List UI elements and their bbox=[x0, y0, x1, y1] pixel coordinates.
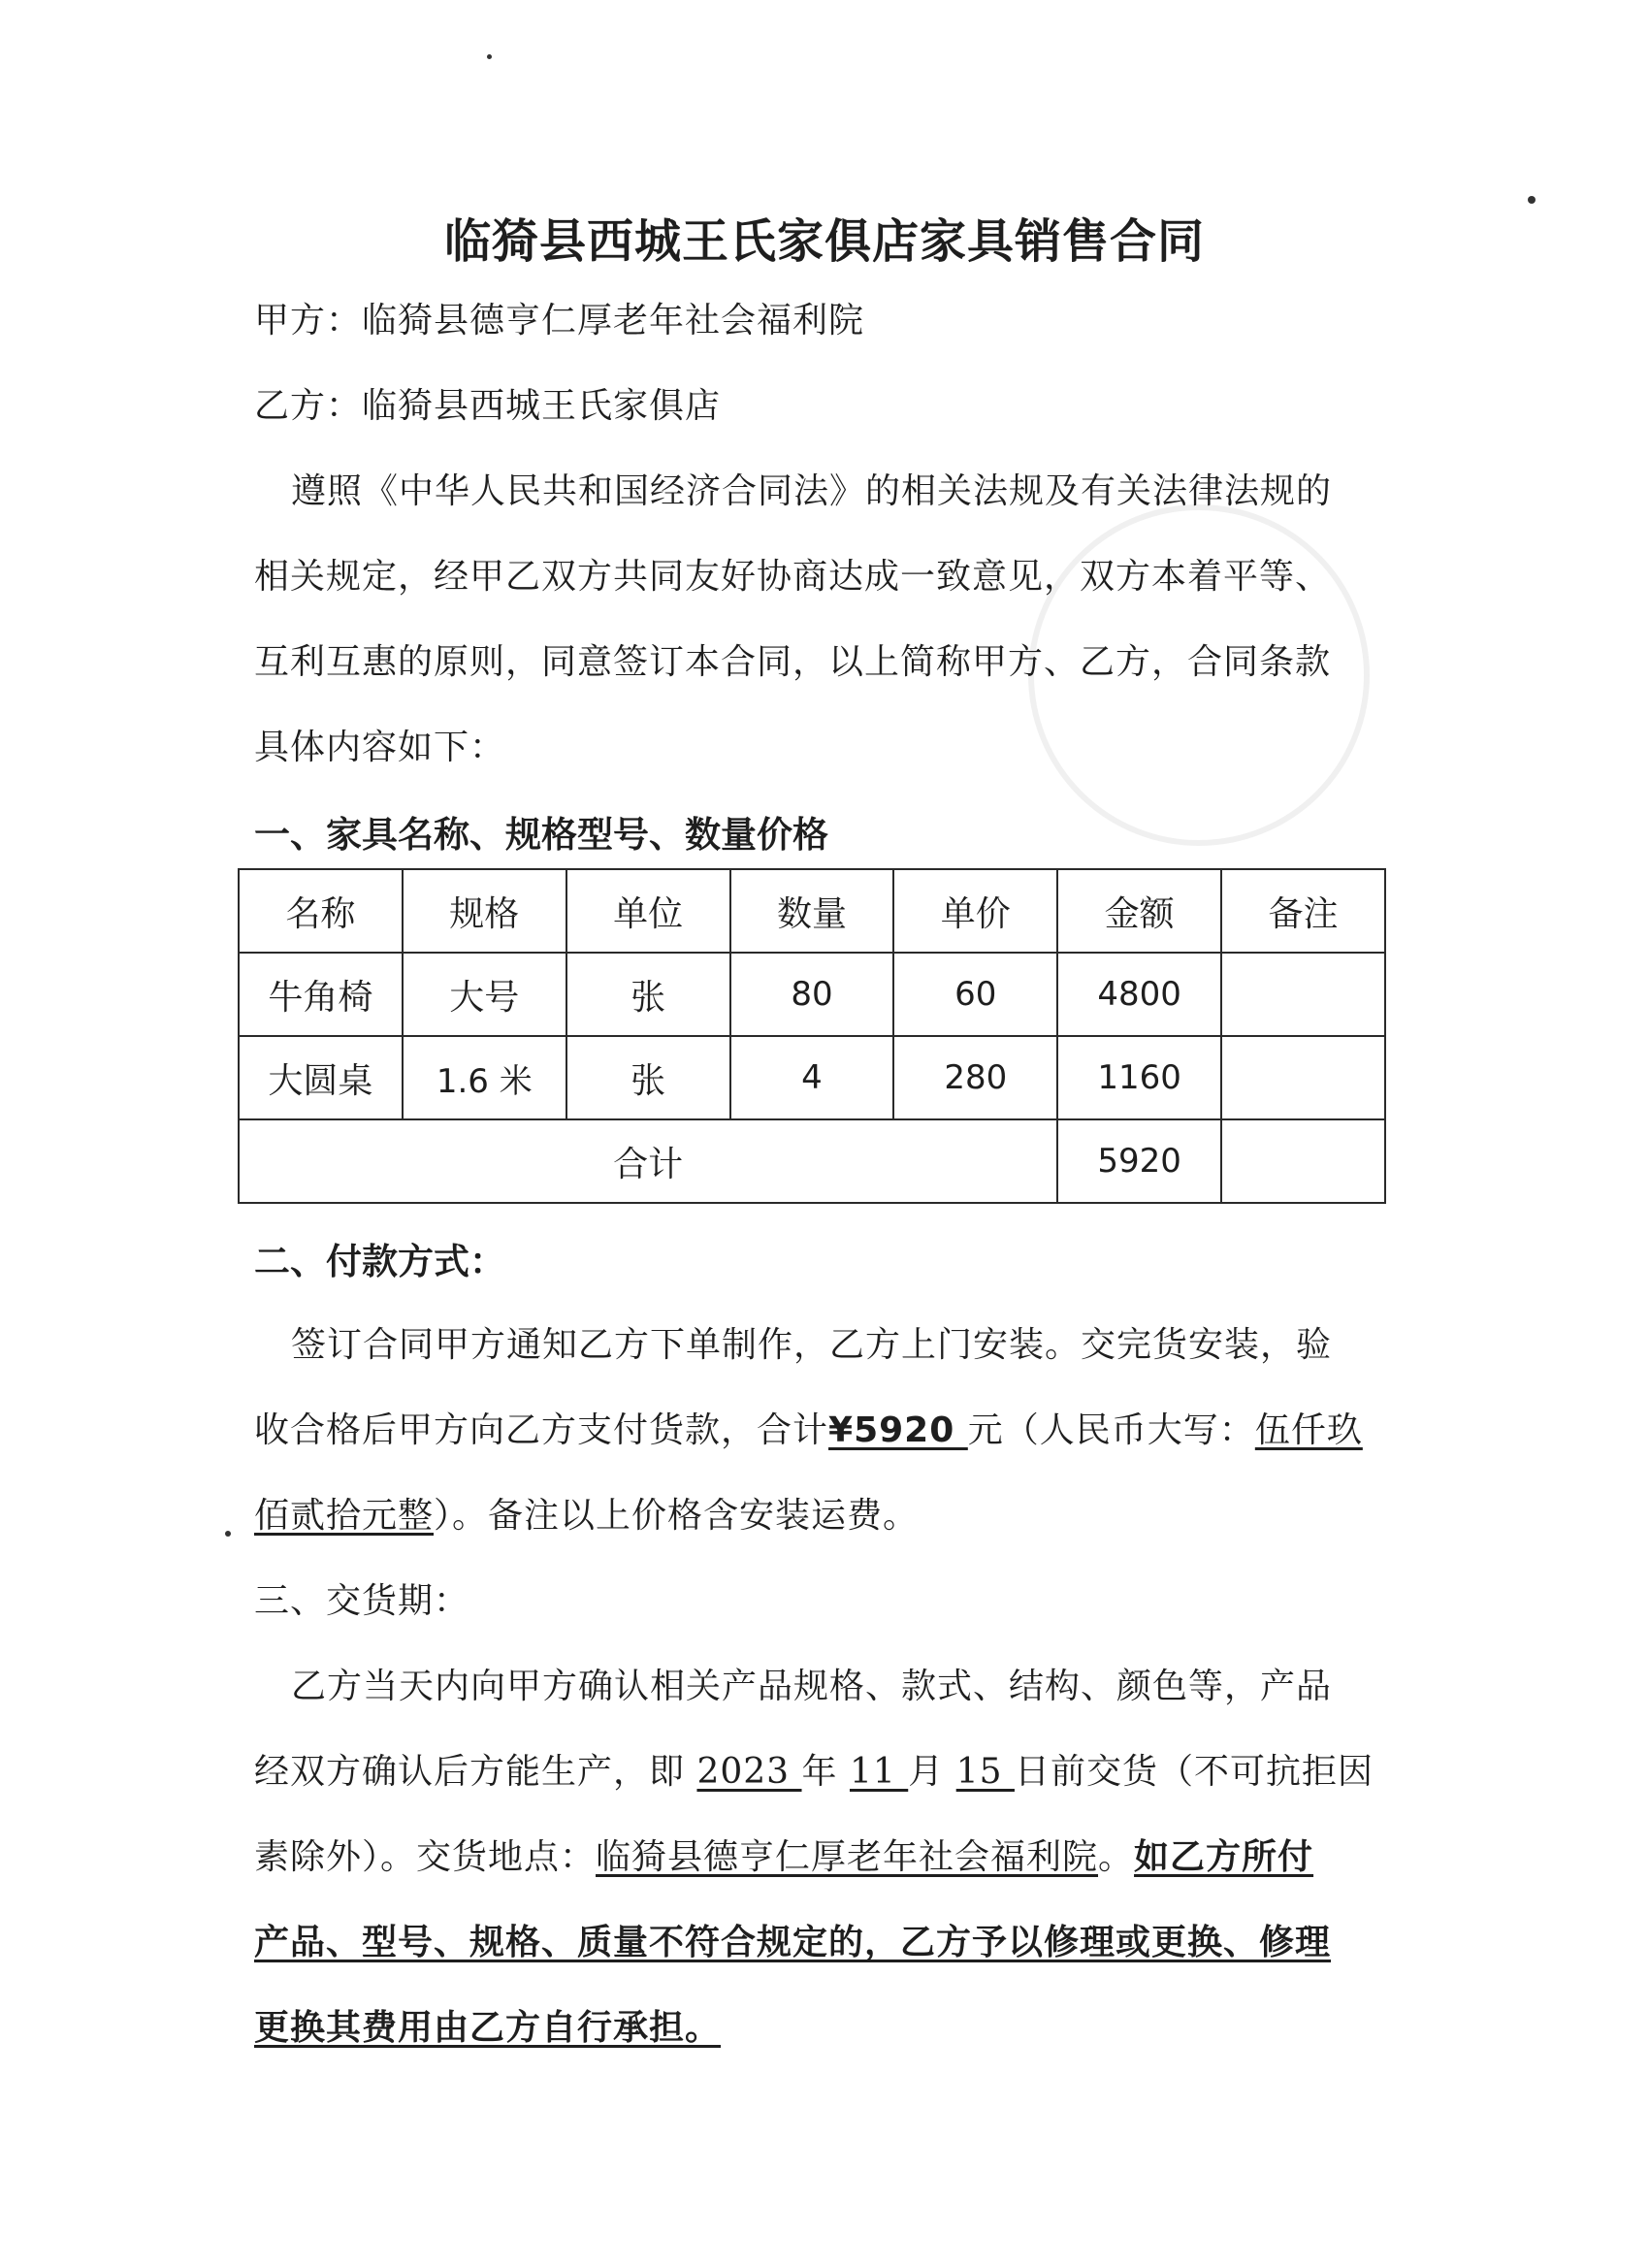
payment-line-1: 签订合同甲方通知乙方下单制作，乙方上门安装。交完货安装，验 bbox=[291, 1325, 1333, 1365]
scan-speck bbox=[487, 54, 492, 59]
delivery-line-5: 更换其费用由乙方自行承担。 bbox=[254, 2008, 722, 2048]
payment-text: 元（人民币大写： bbox=[967, 1410, 1255, 1450]
payment-text: 收合格后甲方向乙方支付货款，合计 bbox=[254, 1410, 829, 1450]
delivery-terms: 如乙方所付 bbox=[1134, 1837, 1314, 1877]
cell-spec: 大号 bbox=[403, 953, 566, 1036]
delivery-line-3 bbox=[254, 1830, 1313, 1879]
cell-note bbox=[1221, 1036, 1385, 1119]
cell-spec: 1.6 米 bbox=[403, 1036, 566, 1119]
delivery-place: 临猗县德亨仁厚老年社会福利院 bbox=[596, 1837, 1099, 1877]
delivery-line-1: 乙方当天内向甲方确认相关产品规格、款式、结构、颜色等，产品 bbox=[291, 1667, 1333, 1706]
payment-amount-upper: 佰贰拾元整 bbox=[254, 1496, 435, 1536]
table-total-row bbox=[239, 1119, 1385, 1203]
cell-name: 牛角椅 bbox=[239, 953, 403, 1036]
delivery-text: 日前交货（不可抗拒因 bbox=[1014, 1752, 1374, 1792]
cell-unit-price: 60 bbox=[893, 953, 1057, 1036]
total-label: 合计 bbox=[239, 1119, 1057, 1203]
intro-line-4: 具体内容如下： bbox=[254, 728, 506, 767]
delivery-text: 素除外）。交货地点： bbox=[254, 1837, 597, 1877]
section-1-heading: 一、家具名称、规格型号、数量价格 bbox=[254, 814, 828, 856]
intro-line-2: 相关规定，经甲乙双方共同友好协商达成一致意见，双方本着平等、 bbox=[254, 557, 1332, 597]
cell-unit: 张 bbox=[566, 1036, 730, 1119]
section-2-heading: 二、付款方式： bbox=[254, 1241, 505, 1282]
col-header: 备注 bbox=[1221, 869, 1385, 953]
delivery-text: 年 bbox=[801, 1752, 850, 1792]
delivery-text: 。 bbox=[1098, 1837, 1135, 1877]
party-b: 乙方：临猗县西城王氏家俱店 bbox=[254, 386, 722, 426]
payment-amount-upper: 伍仟玖 bbox=[1254, 1410, 1363, 1450]
payment-line-2 bbox=[254, 1403, 1363, 1452]
delivery-year: 2023 bbox=[696, 1752, 802, 1792]
col-header: 单价 bbox=[893, 869, 1057, 953]
payment-text: ）。备注以上价格含安装运费。 bbox=[434, 1496, 920, 1536]
scan-speck bbox=[1528, 196, 1536, 204]
scan-speck bbox=[225, 1531, 231, 1537]
delivery-text: 经双方确认后方能生产，即 bbox=[254, 1752, 697, 1792]
price-table bbox=[238, 868, 1386, 1204]
cell-quantity: 4 bbox=[730, 1036, 894, 1119]
col-header: 规格 bbox=[403, 869, 566, 953]
cell-unit-price: 280 bbox=[893, 1036, 1057, 1119]
delivery-month: 11 bbox=[849, 1752, 909, 1792]
total-amount: 5920 bbox=[1057, 1119, 1221, 1203]
cell-name: 大圆桌 bbox=[239, 1036, 403, 1119]
col-header: 数量 bbox=[730, 869, 894, 953]
col-header: 单位 bbox=[566, 869, 730, 953]
cell-unit: 张 bbox=[566, 953, 730, 1036]
col-header: 金额 bbox=[1057, 869, 1221, 953]
delivery-line-2 bbox=[254, 1744, 1374, 1794]
section-3-heading: 三、交货期： bbox=[254, 1581, 470, 1621]
table-row bbox=[239, 1036, 1385, 1119]
total-note bbox=[1221, 1119, 1385, 1203]
cell-amount: 4800 bbox=[1057, 953, 1221, 1036]
intro-line-3: 互利互惠的原则，同意签订本合同，以上简称甲方、乙方，合同条款 bbox=[254, 642, 1332, 682]
cell-amount: 1160 bbox=[1057, 1036, 1221, 1119]
delivery-text: 月 bbox=[908, 1752, 956, 1792]
table-header-row bbox=[239, 869, 1385, 953]
table-row bbox=[239, 953, 1385, 1036]
intro-line-1: 遵照《中华人民共和国经济合同法》的相关法规及有关法律法规的 bbox=[291, 471, 1333, 511]
party-a: 甲方：临猗县德亨仁厚老年社会福利院 bbox=[254, 301, 865, 340]
cell-quantity: 80 bbox=[730, 953, 894, 1036]
delivery-day: 15 bbox=[955, 1752, 1015, 1792]
col-header: 名称 bbox=[239, 869, 403, 953]
payment-amount: ¥5920 bbox=[828, 1410, 968, 1450]
delivery-line-4: 产品、型号、规格、质量不符合规定的，乙方予以修理或更换、修理 bbox=[254, 1923, 1332, 1962]
payment-line-3 bbox=[254, 1488, 919, 1538]
cell-note bbox=[1221, 953, 1385, 1036]
document-title: 临猗县西城王氏家俱店家具销售合同 bbox=[443, 214, 1205, 269]
